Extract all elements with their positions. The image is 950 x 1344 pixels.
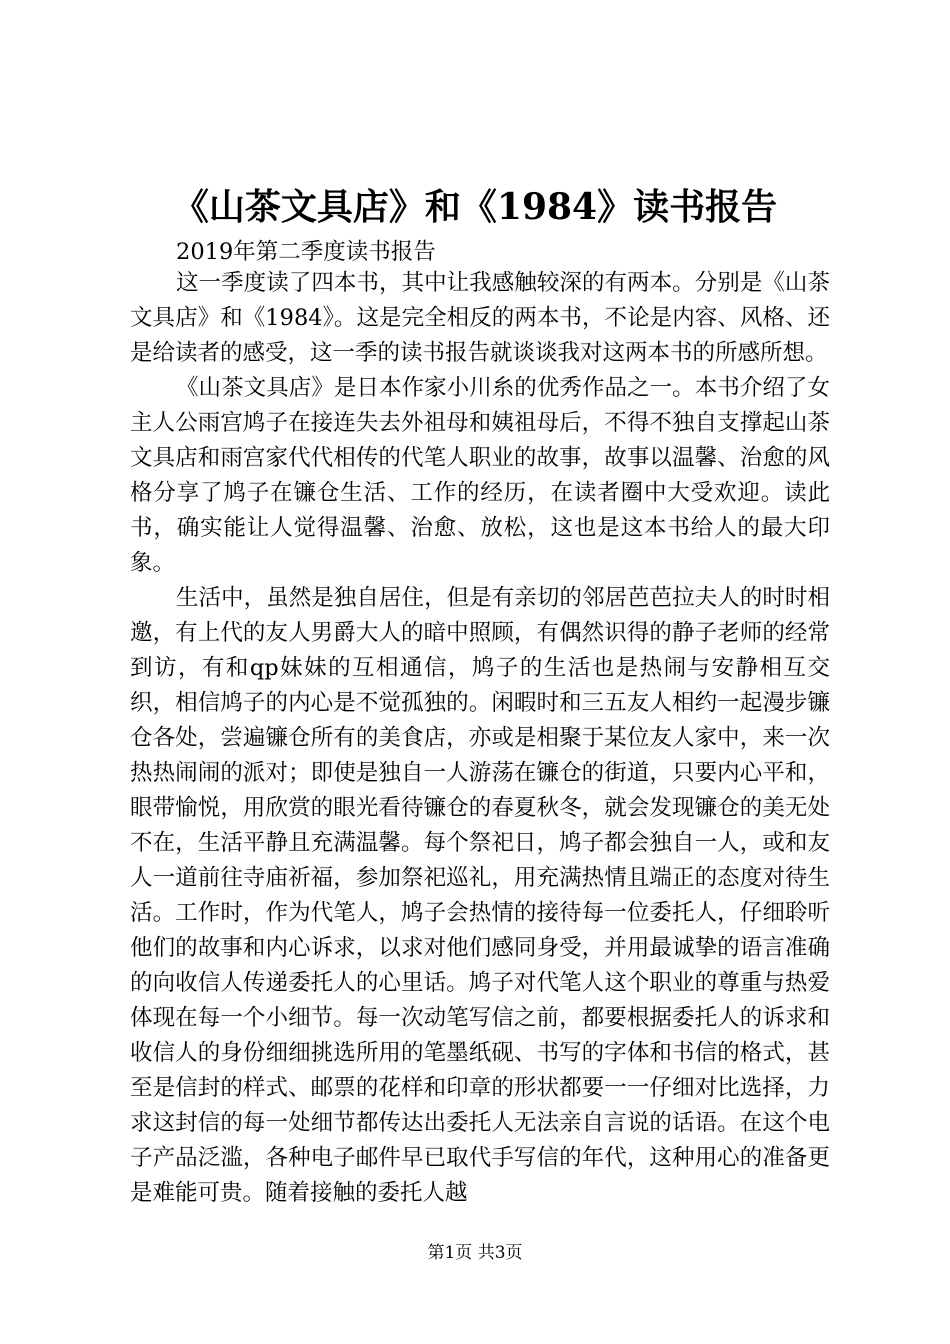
report-subtitle: 2019年第二季度读书报告 bbox=[176, 239, 436, 265]
paragraph-life-and-work: 生活中，虽然是独自居住，但是有亲切的邻居芭芭拉夫人的时时相邀，有上代的友人男爵大人的暗中照顾，有偶然识得的静子老师的经常到访，有和qp妹妹的互相通信，鸠子的生活也是热闹与安静相互交织，相信鸠子的内心是不觉孤独的。闲暇时和三五友人相约一起漫步镰仓各处，尝遍镰仓所有的美食店，亦或是相聚于某位友人家中，来一次热热闹闹的派对；即使是独自一人游荡在镰仓的街道，只要内心平和，眼带愉悦，用欣赏的眼光看待镰仓的春夏秋冬，就会发现镰仓的美无处不在，生活平静且充满温馨。每个祭祀日，鸠子都会独自一人，或和友人一道前往寺庙祈福，参加祭祀巡礼，用充满热情且端正的态度对待生活。工作时，作为代笔人，鸠子会热情的接待每一位委托人，仔细聆听他们的故事和内心诉求，以求对他们感同身受，并用最诚挚的语言准确的向收信人传递委托人的心里话。鸠子对代笔人这个职业的尊重与热爱体现在每一个小细节。每一次动笔写信之前，都要根据委托人的诉求和收信人的身份细细挑选所用的笔墨纸砚、书写的字体和书信的格式，甚至是信封的样式、邮票的花样和印章的形状都要一一仔细对比选择，力求这封信的每一处细节都传达出委托人无法亲自言说的话语。在这个电子产品泛滥，各种电子邮件早已取代手写信的年代，这种用心的准备更是难能可贵。随着接触的委托人越 bbox=[130, 585, 830, 1206]
page-footer: 第1页 共3页 bbox=[427, 1243, 523, 1263]
document-title: 《山茶文具店》和《1984》读书报告 bbox=[172, 186, 778, 228]
paragraph-book-summary: 《山茶文具店》是日本作家小川糸的优秀作品之一。本书介绍了女主人公雨宫鸠子在接连失去外祖母和姨祖母后，不得不独自支撑起山茶文具店和雨宫家代代相传的代笔人职业的故事，故事以温馨、治愈的风格分享了鸠子在镰仓生活、工作的经历，在读者圈中大受欢迎。读此书，确实能让人觉得温馨、治愈、放松，这也是这本书给人的最大印象。 bbox=[130, 375, 830, 576]
document-body bbox=[130, 238, 830, 1211]
paragraph-intro: 这一季度读了四本书，其中让我感触较深的有两本。分别是《山茶文具店》和《1984》。这是完全相反的两本书，不论是内容、风格、还是给读者的感受，这一季的读书报告就谈谈我对这两本书的所感所想。 bbox=[130, 270, 830, 366]
